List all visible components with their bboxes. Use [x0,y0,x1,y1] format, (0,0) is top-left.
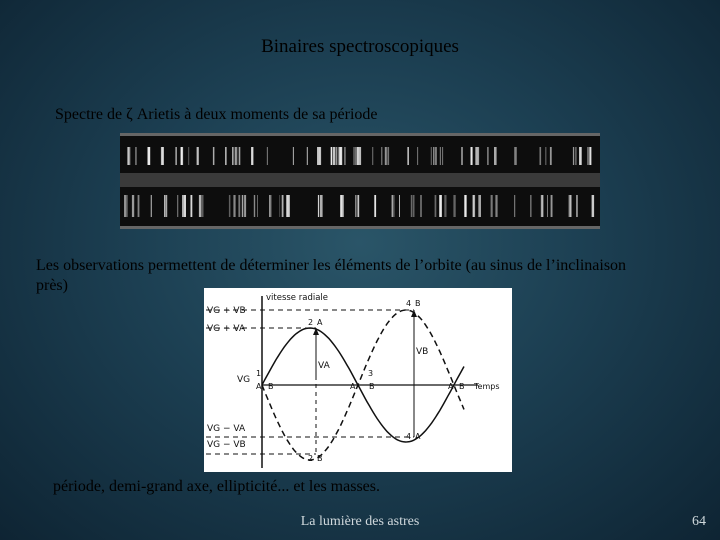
spectral-line [440,147,441,165]
phase-label-4-bottom: 4 [406,432,412,441]
y-axis-label: vitesse radiale [266,293,329,303]
spectral-line [387,147,389,165]
cross-label-a1: A [256,382,262,391]
spectral-line [163,147,164,165]
cross-label-b2: B [369,382,375,391]
spectral-line [239,195,240,217]
spectral-line [197,147,199,165]
spectral-line [128,147,130,165]
label-vg-plus-va: VG + VA [207,324,246,334]
spectral-line [213,147,215,165]
spectral-line [545,147,546,165]
cross-label-b1: B [268,382,274,391]
spectral-line [514,195,515,217]
spectral-line [135,147,136,165]
spectral-line [478,195,481,217]
spectral-line [257,195,258,217]
va-label: VA [318,361,330,371]
spectral-line [270,195,272,217]
spectral-line [175,147,177,165]
spectral-line [374,195,376,217]
label-vg-minus-vb: VG − VB [207,440,246,450]
label-vg-minus-va: VG − VA [207,424,246,434]
spectral-line [244,195,246,217]
spectrum-bottom-border [120,226,600,229]
spectral-line [420,195,421,217]
spectral-line [229,195,231,217]
spectral-line [579,147,582,165]
spectral-line [514,147,517,165]
spectral-line [473,195,475,217]
phase-label-4-b: B [415,299,421,308]
spectral-line [576,195,578,217]
spectral-line [411,195,412,217]
spectral-line [340,147,343,165]
cross-label-a3: A [448,382,454,391]
spectral-line [355,147,357,165]
spectral-line [124,195,126,217]
spectral-line [293,147,294,165]
spectral-line [495,195,497,217]
spectral-line [282,195,284,217]
spectral-line [165,195,166,217]
footer-text: La lumière des astres [300,514,420,529]
spectral-line [138,195,140,217]
spectral-line [540,147,542,165]
spectral-line [287,195,290,217]
spectral-line [547,195,548,217]
spectral-line [491,195,493,217]
spectral-line [181,147,184,165]
body-paragraph: Les observations permettent de déterminer les éléments de l’orbite (au sinus de l’inclinaison près) [36,257,627,294]
cross-label-a2: A [350,382,356,391]
spectral-line [465,195,466,217]
spectral-line [433,147,434,165]
phase-label-2-a: A [317,318,323,327]
spectral-line [440,195,441,217]
spectrum-reference-band [120,173,600,187]
spectral-line [434,147,437,165]
spectral-line [239,195,240,217]
spectrum-photograph [120,133,600,229]
spectral-line [573,147,574,165]
spectral-line [267,147,268,165]
spectral-line [413,195,415,217]
page-number: 64 [692,514,706,529]
x-axis-label: Temps [474,382,500,391]
spectral-line [442,147,443,165]
spectral-line [359,147,362,165]
phase-label-3: 3 [368,369,374,378]
spectral-line [188,147,189,165]
spectral-line [453,195,455,217]
spectral-line [550,147,552,165]
spectral-line [232,147,233,165]
spectral-line [345,147,346,165]
spectral-line [126,195,128,217]
spectral-line [575,147,577,165]
spectral-line [444,195,446,217]
spectral-line [487,147,488,165]
spectral-line [199,195,202,217]
spectral-line [225,147,227,165]
spectral-line [358,195,360,217]
spectral-line [392,195,395,217]
slide-subtitle: Spectre de ζ Arietis à deux moments de sa période [55,106,378,123]
spectral-line [355,195,356,217]
spectral-line [307,147,308,165]
phase-label-2-bottom-b: B [317,454,323,463]
spectral-line [480,195,481,217]
spectral-line [319,147,321,165]
spectral-line [494,147,497,165]
spectral-line [318,195,319,217]
spectral-line [461,147,463,165]
phase-label-2: 2 [308,318,314,327]
phase-label-4-bottom-a: A [415,432,421,441]
spectral-line [177,195,178,217]
spectral-line [381,147,382,165]
spectral-line [477,147,479,165]
spectral-line [570,195,572,217]
spectral-line [166,195,167,217]
spectral-line [471,147,472,165]
spectral-line [357,147,359,165]
spectral-line [148,147,149,165]
spectral-line [242,195,244,217]
spectral-line [333,147,336,165]
spectral-line [372,147,373,165]
spectral-line [417,147,418,165]
spectral-line [435,195,437,217]
spectral-line [235,147,237,165]
phase-label-2-bottom: 2 [308,454,314,463]
spectral-line [340,195,343,217]
spectral-line [233,195,235,217]
spectral-line [279,195,280,217]
spectral-line [331,147,332,165]
spectral-line [385,147,387,165]
vb-label: VB [416,347,429,357]
spectral-line [132,195,134,217]
spectral-line [530,195,532,217]
spectrum-top-border [120,133,600,136]
conclusion-text: période, demi-grand axe, ellipticité... et les masses. [53,478,380,495]
slide-title: Binaires spectroscopiques [261,36,459,57]
spectral-line [551,195,553,217]
spectral-line [182,195,184,217]
spectral-line [587,147,589,165]
spectral-line [336,147,338,165]
spectral-line [592,195,595,217]
spectral-line [399,195,400,217]
spectral-line [162,147,163,165]
spectral-line [251,147,253,165]
spectral-line [192,195,193,217]
spectral-line [542,195,543,217]
phase-label-1: 1 [256,369,262,378]
radial-velocity-diagram [204,288,512,472]
spectral-line [184,195,186,217]
spectral-line [203,195,204,217]
spectral-line [431,147,432,165]
spectral-line [590,147,592,165]
spectral-line [151,195,152,217]
label-vg-plus-vb: VG + VB [207,306,246,316]
spectral-line [407,147,409,165]
spectral-line [254,195,255,217]
spectral-line [466,195,467,217]
phase-label-4: 4 [406,299,412,308]
spectral-line [239,147,241,165]
spectral-line [320,195,323,217]
cross-label-b3: B [459,382,465,391]
label-vg: VG [237,375,251,385]
spectral-line [356,147,357,165]
spectral-line [354,147,355,165]
